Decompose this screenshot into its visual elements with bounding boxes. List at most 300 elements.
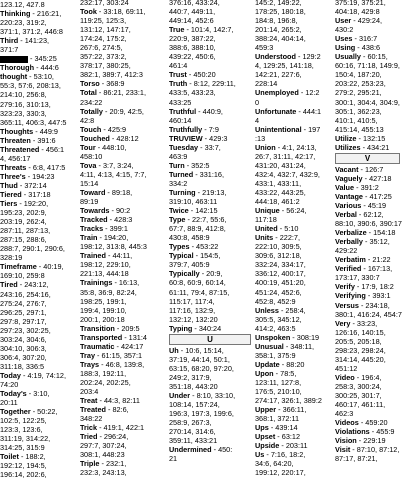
page-references: 184:8, 196:8, — [255, 16, 298, 26]
index-entry — [335, 70, 400, 79]
index-entry — [80, 125, 164, 134]
page-references: - 40:19, — [36, 262, 64, 272]
index-term: Verbally — [335, 237, 363, 247]
index-entry — [335, 7, 400, 16]
index-entry — [255, 7, 331, 16]
index-term: Value — [335, 182, 355, 192]
index-entry — [0, 9, 76, 18]
page-references: 173:17, 330:7 — [335, 273, 380, 283]
page-references: 60:16, 71:18, 149:9, — [335, 61, 400, 71]
index-entry — [255, 152, 331, 161]
index-entry — [335, 436, 400, 445]
index-term: Touch — [80, 124, 102, 134]
page-references: 308:1, 448:23 — [80, 450, 125, 460]
page-references: 267:6, 274:5, — [80, 43, 123, 53]
index-entry — [169, 25, 251, 34]
index-term: Trained — [80, 251, 106, 261]
page-references: 142:21, 227:6, — [255, 70, 302, 80]
index-entry — [169, 215, 251, 224]
index-entry — [335, 337, 400, 346]
index-entry — [80, 206, 164, 215]
index-entry — [80, 351, 164, 360]
page-references: 300:1, 304:4, 304:9, — [335, 97, 400, 107]
index-entry — [335, 52, 400, 61]
index-term: Threats — [0, 162, 27, 172]
index-term: Visit — [335, 445, 351, 455]
page-references: 287:11, 287:13, — [0, 226, 51, 236]
page-references: 305:1, 362:23, — [335, 106, 382, 116]
index-entry — [169, 346, 251, 355]
index-entry — [0, 253, 76, 262]
page-references: 376:16, 433:24, — [169, 0, 220, 7]
page-references: - 197 — [301, 124, 321, 134]
index-entry — [255, 16, 331, 25]
index-entry — [0, 172, 76, 181]
page-references: - 154:18 — [366, 228, 396, 238]
index-term: Verify — [335, 282, 355, 292]
page-references: 232:17, 303:24 — [80, 0, 129, 7]
index-term: Toilet — [0, 452, 19, 462]
index-entry — [169, 188, 251, 197]
index-term: Thinking — [0, 9, 31, 19]
index-entry — [335, 192, 400, 201]
index-entry — [255, 25, 331, 34]
page-references: - 450: — [211, 445, 233, 455]
page-references: 309:6, 312:18, — [255, 251, 302, 261]
index-entry — [255, 79, 331, 88]
index-entry — [255, 459, 331, 468]
index-entry — [169, 197, 251, 206]
index-term: Video — [335, 372, 355, 382]
page-references: 319:10, 463:11 — [169, 197, 218, 207]
index-term: TRUVIEW — [169, 133, 203, 143]
page-references: - 453:22 — [189, 242, 219, 252]
page-references: 336:12, 400:17, — [255, 269, 306, 279]
page-references: - 45:19 — [361, 200, 387, 210]
page-references: 102:5, 122:25, — [0, 416, 47, 426]
page-references: 460:17, 461:11, — [335, 400, 386, 410]
index-entry — [0, 443, 76, 452]
index-term: Types — [169, 242, 190, 252]
index-entry — [80, 333, 164, 342]
index-entry — [169, 355, 251, 364]
page-references: 328:19 — [0, 253, 23, 263]
index-term: Verbatim — [335, 255, 366, 265]
index-entry — [335, 125, 400, 134]
page-references: - 192:20, — [17, 199, 49, 209]
index-entry — [0, 380, 76, 389]
page-references: 196:3, 197:3, 199:6, — [169, 409, 234, 419]
page-references: 258:3, 300:24, — [335, 381, 382, 391]
page-references: 249:2, 317:9, — [169, 372, 212, 382]
index-entry — [255, 197, 331, 206]
index-entry — [80, 79, 164, 88]
index-term: Turn — [169, 160, 185, 170]
index-entry — [255, 278, 331, 287]
index-entry — [169, 306, 251, 315]
index-entry — [335, 382, 400, 391]
index-entry — [169, 278, 251, 287]
index-term: Very — [335, 318, 351, 328]
page-references: 196:14, 202:6, — [0, 470, 47, 479]
index-entry — [0, 389, 76, 398]
page-references: - 22:7, 55:6, — [185, 215, 227, 225]
page-references: 200:1, 200:18 — [80, 314, 125, 324]
index-term: Tiered — [0, 189, 22, 199]
page-references: - 428:12 — [109, 133, 139, 143]
index-entry — [335, 116, 400, 125]
page-references: 198:25, 199:1, — [80, 296, 127, 306]
page-references: 234:22 — [80, 97, 103, 107]
index-term: Union — [255, 142, 276, 152]
index-term: Turned — [169, 169, 194, 179]
page-references: 232:3, 243:13, — [80, 468, 127, 478]
index-entry — [0, 54, 76, 63]
index-entry — [80, 278, 164, 287]
page-references: 214:10, 256:8, — [0, 90, 47, 100]
index-entry — [0, 299, 76, 308]
index-entry — [0, 36, 76, 45]
index-entry — [80, 432, 164, 441]
index-term: Turning — [169, 187, 196, 197]
index-term: Today's — [0, 389, 27, 399]
page-references: 311:18, 336:5 — [0, 361, 45, 371]
page-references: - 131:4 — [122, 332, 147, 342]
index-term: Verbal — [335, 210, 357, 220]
index-entry — [169, 454, 251, 463]
page-references: 37:19, 44:14, 50:1, — [169, 354, 230, 364]
index-entry — [255, 134, 331, 143]
page-references: 400:19, 451:20, — [255, 278, 306, 288]
index-term: Transition — [80, 323, 115, 333]
index-entry — [255, 70, 331, 79]
index-term: User — [335, 16, 352, 26]
page-references: 380:1, 416:24, 454:7 — [335, 309, 402, 319]
index-term: Verbalize — [335, 228, 367, 238]
index-entry — [335, 409, 400, 418]
index-entry — [0, 145, 76, 154]
index-entry — [169, 297, 251, 306]
index-entry — [80, 161, 164, 170]
index-entry — [0, 326, 76, 335]
index-entry — [255, 342, 331, 351]
index-entry — [80, 324, 164, 333]
index-entry — [169, 400, 251, 409]
index-entry — [169, 269, 251, 278]
page-references: 388:6, 388:10, — [169, 43, 216, 53]
index-entry — [0, 136, 76, 145]
page-references: 298:23, 298:24, — [335, 345, 386, 355]
index-entry — [80, 378, 164, 387]
page-references: - 196:4, — [354, 372, 382, 382]
index-entry — [255, 432, 331, 441]
page-references: 203:4 — [80, 387, 99, 397]
index-entry — [80, 16, 164, 25]
page-references: - 61:15, 357:1 — [95, 350, 143, 360]
index-entry — [335, 98, 400, 107]
index-entry — [335, 264, 400, 273]
index-entry — [335, 301, 400, 310]
page-references: 169:10, 259:8 — [0, 271, 45, 281]
index-term: Unusual — [255, 341, 284, 351]
index-entry — [80, 405, 164, 414]
index-entry — [255, 450, 331, 459]
index-entry — [0, 271, 76, 280]
page-references: 258:9, 267:3, — [169, 418, 212, 428]
index-entry — [335, 88, 400, 97]
index-entry — [255, 179, 331, 188]
page-references: 300:25, 301:7, — [335, 390, 382, 400]
index-entry — [255, 143, 331, 152]
page-references: 433:5, 433:23, — [169, 88, 216, 98]
page-references: - 16:13, — [112, 278, 140, 288]
index-entry — [255, 161, 331, 170]
page-references: 382:1, 389:7, 412:3 — [80, 70, 143, 80]
page-references: 63:15, 68:20, 97:20, — [169, 363, 234, 373]
page-references: 203:19, 262:4, — [0, 217, 47, 227]
index-entry — [255, 170, 331, 179]
page-references: 228:14 — [255, 79, 278, 89]
page-references: - 427:18 — [362, 173, 392, 183]
index-term: Trick — [80, 423, 98, 433]
index-entry — [335, 16, 400, 25]
page-references: 34:6, 64:20, — [255, 459, 294, 469]
index-entry — [80, 306, 164, 315]
index-entry — [80, 25, 164, 34]
page-references: 463:9 — [169, 151, 188, 161]
index-term: Units — [255, 233, 274, 243]
index-entry — [169, 445, 251, 454]
index-entry — [0, 0, 76, 9]
index-entry — [80, 143, 164, 152]
index-term: Upper — [255, 405, 277, 415]
index-term: Tour — [80, 142, 96, 152]
index-term: Usually — [335, 52, 361, 62]
page-references: - 258:4, — [278, 305, 306, 315]
page-references: 458:10 — [80, 151, 103, 161]
index-entry — [335, 445, 400, 454]
page-references: 410:1, 410:5, — [335, 115, 378, 125]
page-references: 297:7, 307:24, — [80, 441, 127, 451]
page-references: - 366:11, — [276, 405, 307, 415]
page-references: - 101:4, 142:7, — [184, 25, 234, 35]
index-entry — [335, 391, 400, 400]
index-term: Various — [335, 200, 362, 210]
index-entry — [0, 416, 76, 425]
index-entry — [335, 0, 400, 7]
index-term: Typically — [169, 269, 200, 279]
index-entry — [0, 425, 76, 434]
page-references: - 232:1, — [99, 459, 127, 469]
index-entry — [255, 233, 331, 242]
index-entry — [335, 219, 400, 228]
page-references: - 243:12, — [17, 280, 49, 290]
index-entry — [80, 233, 164, 242]
page-references: 379:7, 405:9 — [169, 260, 210, 270]
index-term: thought — [0, 72, 28, 82]
page-references: 296:25, 297:1, — [0, 307, 47, 317]
index-entry — [255, 351, 331, 360]
index-entry — [335, 174, 400, 183]
page-references: 314:14, 445:20, — [335, 354, 386, 364]
index-entry — [255, 387, 331, 396]
index-entry — [255, 215, 331, 224]
page-references: - 10:6, 15:14, — [178, 345, 224, 355]
index-term: Train — [80, 233, 98, 243]
page-references: - 56:24, — [279, 206, 307, 216]
index-term: Versus — [335, 300, 359, 310]
index-entry — [0, 461, 76, 470]
page-references: - 126:7 — [358, 164, 384, 174]
index-entry — [0, 199, 76, 208]
page-references: - 35:12, — [363, 237, 390, 247]
index-entry — [80, 387, 164, 396]
index-entry — [255, 306, 331, 315]
index-entry — [255, 333, 331, 342]
index-entry — [335, 165, 400, 174]
index-entry — [335, 183, 400, 192]
page-references: 404:18, 429:8 — [335, 7, 380, 17]
index-entry — [0, 317, 76, 326]
page-references: 202:24, 202:25, — [80, 377, 131, 387]
index-entry — [335, 255, 400, 264]
page-references: 365:11, 406:3, 447:5 — [0, 117, 67, 127]
index-column-2 — [80, 0, 164, 478]
index-entry — [0, 226, 76, 235]
page-references: - 5:10 — [277, 224, 299, 234]
index-entry — [169, 251, 251, 260]
page-references: 461:4 — [169, 61, 188, 71]
page-references: 74:20 — [0, 379, 19, 389]
page-references: 88:10, 390:6, 390:17 — [335, 219, 402, 229]
index-entry — [169, 116, 251, 125]
page-references: 115:17, 117:4, — [169, 296, 215, 306]
page-references: 303:24, 304:6, — [0, 334, 47, 344]
index-term: Thud — [0, 180, 18, 190]
page-references: 444:18, 461:2 — [255, 197, 300, 207]
page-references: - 203:11 — [279, 441, 308, 451]
page-references: 108:14, 157:24, — [169, 400, 220, 410]
page-references: 21 — [169, 454, 178, 464]
page-references: 174:24, 175:2, — [80, 34, 127, 44]
index-term: Truthful — [169, 106, 197, 116]
page-references: 20:11 — [0, 398, 18, 408]
page-references: 275:24, 276:7, — [0, 298, 47, 308]
index-entry — [0, 90, 76, 99]
index-entry — [169, 382, 251, 391]
page-references: - 222:7, — [273, 233, 301, 243]
page-references: 4, 456:17 — [0, 153, 31, 163]
index-term: Trainings — [80, 278, 113, 288]
index-entry — [80, 315, 164, 324]
page-references: 368:1, 372:11 — [255, 414, 300, 424]
page-references: 314:25, 315:9 — [0, 443, 45, 453]
index-entry — [255, 269, 331, 278]
page-references: - 141:23, — [18, 36, 50, 46]
index-entry — [255, 116, 331, 125]
index-term: Tuesday — [169, 142, 199, 152]
index-entry — [255, 61, 331, 70]
index-term: Us — [255, 450, 265, 460]
index-entry — [80, 360, 164, 369]
index-entry — [169, 34, 251, 43]
page-references: - 348:11, — [283, 341, 315, 351]
index-entry — [335, 310, 400, 319]
index-term: Upon — [255, 368, 274, 378]
page-references: 55:3, 57:6, 208:13, — [0, 81, 61, 91]
page-references: 279:16, 310:13, — [0, 99, 51, 109]
index-entry — [169, 98, 251, 107]
page-references: - 194:20, — [97, 233, 129, 243]
page-references: 195:23, 202:9, — [0, 208, 47, 218]
index-entry — [80, 116, 164, 125]
index-entry — [80, 34, 164, 43]
page-references: - 429:3 — [202, 133, 228, 143]
page-references: 26:7, 31:11, 42:17, — [255, 151, 316, 161]
page-references: 305:5, 345:12, — [255, 314, 302, 324]
index-term: Ups — [255, 423, 269, 433]
page-references: - 424:17 — [114, 341, 144, 351]
page-references: 433:22, 443:25, — [255, 187, 306, 197]
index-entry — [169, 179, 251, 188]
page-references: 431:20, 431:24, — [255, 160, 306, 170]
page-references: 176:5, 210:10, — [255, 387, 302, 397]
index-entry — [255, 360, 331, 369]
index-entry — [335, 427, 400, 436]
index-entry — [0, 407, 76, 416]
index-entry — [255, 224, 331, 233]
page-references: - 33:18, 69:11, — [96, 7, 146, 17]
index-entry — [169, 288, 251, 297]
page-references: - 216:21, — [30, 9, 62, 19]
index-entry — [335, 373, 400, 382]
index-term: Took — [80, 7, 97, 17]
index-entry — [169, 70, 251, 79]
index-entry — [255, 441, 331, 450]
index-term: Thoughts — [0, 126, 34, 136]
page-references: 188:3, 192:11, — [80, 368, 127, 378]
page-references: - 425:9 — [101, 124, 127, 134]
index-entry — [335, 273, 400, 282]
index-entry — [80, 441, 164, 450]
page-references: - 129:2 — [295, 52, 321, 62]
index-entry — [0, 290, 76, 299]
page-references: - 132:15 — [356, 133, 386, 143]
index-entry — [255, 288, 331, 297]
index-term: Vantage — [335, 191, 363, 201]
index-entry — [335, 25, 400, 34]
index-entry — [335, 246, 400, 255]
page-references: - 308:19 — [290, 332, 320, 342]
page-references: 192:12, 194:5, — [0, 461, 47, 471]
page-references: 357:22, 373:2, — [80, 52, 127, 62]
page-references: 440:7, 449:11, — [169, 7, 216, 17]
page-references: - 88:20 — [279, 359, 305, 369]
index-entry — [80, 98, 164, 107]
index-entry — [80, 215, 164, 224]
index-term: Timeframe — [0, 262, 37, 272]
index-entry — [255, 98, 331, 107]
index-term: Transported — [80, 332, 123, 342]
index-term: Trust — [169, 70, 187, 80]
index-entry — [335, 237, 400, 246]
index-entry — [80, 459, 164, 468]
index-entry — [335, 43, 400, 52]
page-references: - 3:10, — [26, 389, 50, 399]
page-references: 222:10, 309:5, — [255, 242, 302, 252]
index-term: Uses — [335, 34, 353, 44]
page-references: 451:24, 452:6, — [255, 287, 302, 297]
